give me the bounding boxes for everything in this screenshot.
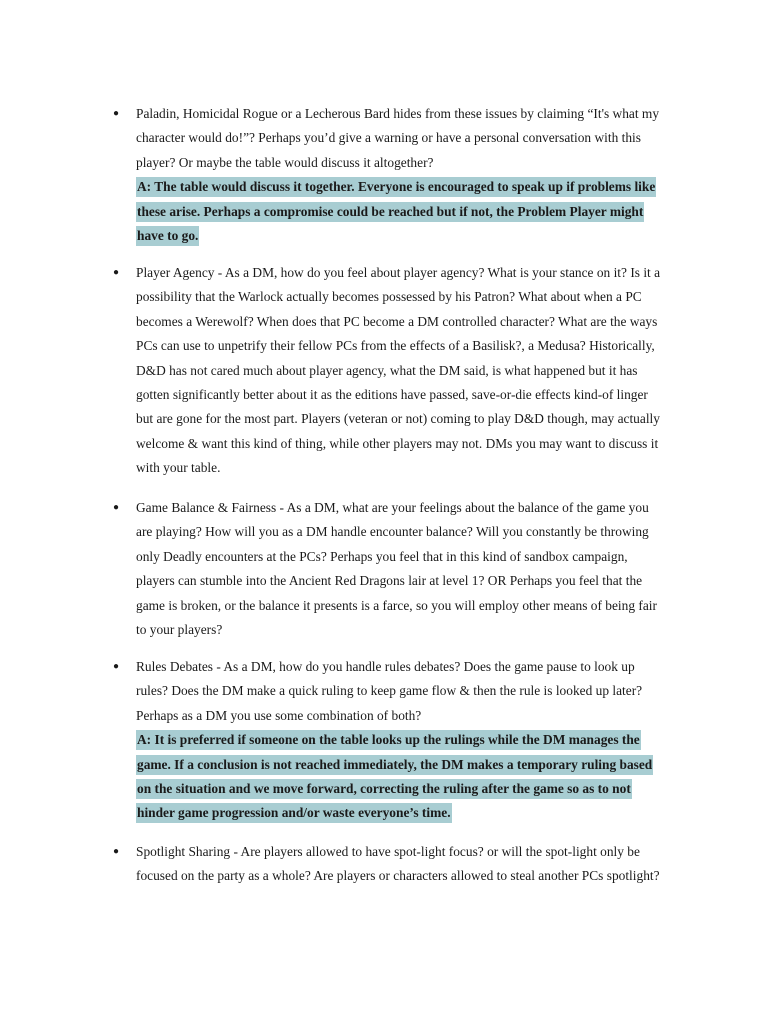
text-line: PCs can use to unpetrify their fellow PCs from the effects of a Basilisk?, a Medusa? Historically, bbox=[136, 338, 655, 354]
text-line: only Deadly encounters at the PCs? Perhaps you feel that in this kind of sandbox campaign, bbox=[136, 548, 628, 564]
text-line: Perhaps as a DM you use some combination of both? bbox=[136, 707, 422, 723]
text-line: Rules Debates - As a DM, how do you handle rules debates? Does the game pause to look up bbox=[136, 659, 635, 674]
bullet-icon: ● bbox=[113, 502, 120, 513]
text-line: possibility that the Warlock actually becomes possessed by his Patron? What about when a PC bbox=[136, 289, 642, 305]
list-item-game-balance bbox=[113, 496, 684, 642]
text-line: players can stumble into the Ancient Red Dragons lair at level 1? OR Perhaps you feel that the bbox=[136, 573, 643, 589]
text-line: Paladin, Homicidal Rogue or a Lecherous Bard hides from these issues by claiming “It's what my bbox=[136, 106, 660, 121]
text-line: becomes a Werewolf? When does that PC become a DM controlled character? What are the ways bbox=[136, 313, 658, 329]
list-item-rules-debates bbox=[113, 655, 684, 826]
text-line: game is broken, or the balance it presents is a farce, so you will employ other means of being fair bbox=[136, 597, 657, 613]
text-line: but are gone for the most part. Players (veteran or not) coming to play D&D though, may actually bbox=[136, 411, 660, 427]
text-line: player? Or maybe the table would discuss it altogether? bbox=[136, 154, 434, 170]
list-item-player-agency bbox=[113, 261, 684, 481]
bullet-icon: ● bbox=[113, 846, 120, 857]
text-line: with your table. bbox=[136, 460, 221, 476]
text-line: are playing? How will you as a DM handle encounter balance? Will you constantly be throwing bbox=[136, 524, 649, 540]
text-line: gotten significantly better about it as the editions have passed, save-or-die effects kind-of linger bbox=[136, 387, 648, 403]
answer-line: game. If a conclusion is not reached immediately, the DM makes a temporary ruling based bbox=[136, 753, 684, 777]
answer-line: these arise. Perhaps a compromise could be reached but if not, the Problem Player might bbox=[136, 200, 684, 224]
answer-line: A: The table would discuss it together. Everyone is encouraged to speak up if problems like bbox=[136, 175, 684, 199]
text-line: Player Agency - As a DM, how do you feel about player agency? What is your stance on it? Is it a bbox=[136, 265, 661, 280]
bullet-icon: ● bbox=[113, 267, 120, 278]
text-line: Spotlight Sharing - Are players allowed to have spot-light focus? or will the spot-light only be bbox=[136, 844, 640, 859]
answer-line: have to go. bbox=[136, 224, 684, 248]
answer-line: A: It is preferred if someone on the table looks up the rulings while the DM manages the bbox=[136, 728, 684, 752]
list-item-problem-player bbox=[113, 102, 684, 248]
answer-line: hinder game progression and/or waste everyone’s time. bbox=[136, 801, 684, 825]
text-line: welcome & want this kind of thing, while other players may not. DMs you may want to discuss it bbox=[136, 435, 659, 451]
text-line: Game Balance & Fairness - As a DM, what are your feelings about the balance of the game you bbox=[136, 500, 649, 515]
text-line: to your players? bbox=[136, 622, 223, 638]
text-line: focused on the party as a whole? Are players or characters allowed to steal another PCs spotlight? bbox=[136, 868, 660, 884]
text-line: D&D has not cared much about player agency, what the DM said, is what happened but it has bbox=[136, 362, 638, 378]
answer-line: on the situation and we move forward, correcting the ruling after the game so as to not bbox=[136, 777, 684, 801]
bullet-icon: ● bbox=[113, 661, 120, 672]
list-item-spotlight-sharing bbox=[113, 840, 684, 889]
text-line: character would do!”? Perhaps you’d give a warning or have a personal conversation with this bbox=[136, 130, 641, 146]
bullet-icon: ● bbox=[113, 108, 120, 119]
text-line: rules? Does the DM make a quick ruling to keep game flow & then the rule is looked up later? bbox=[136, 683, 643, 699]
